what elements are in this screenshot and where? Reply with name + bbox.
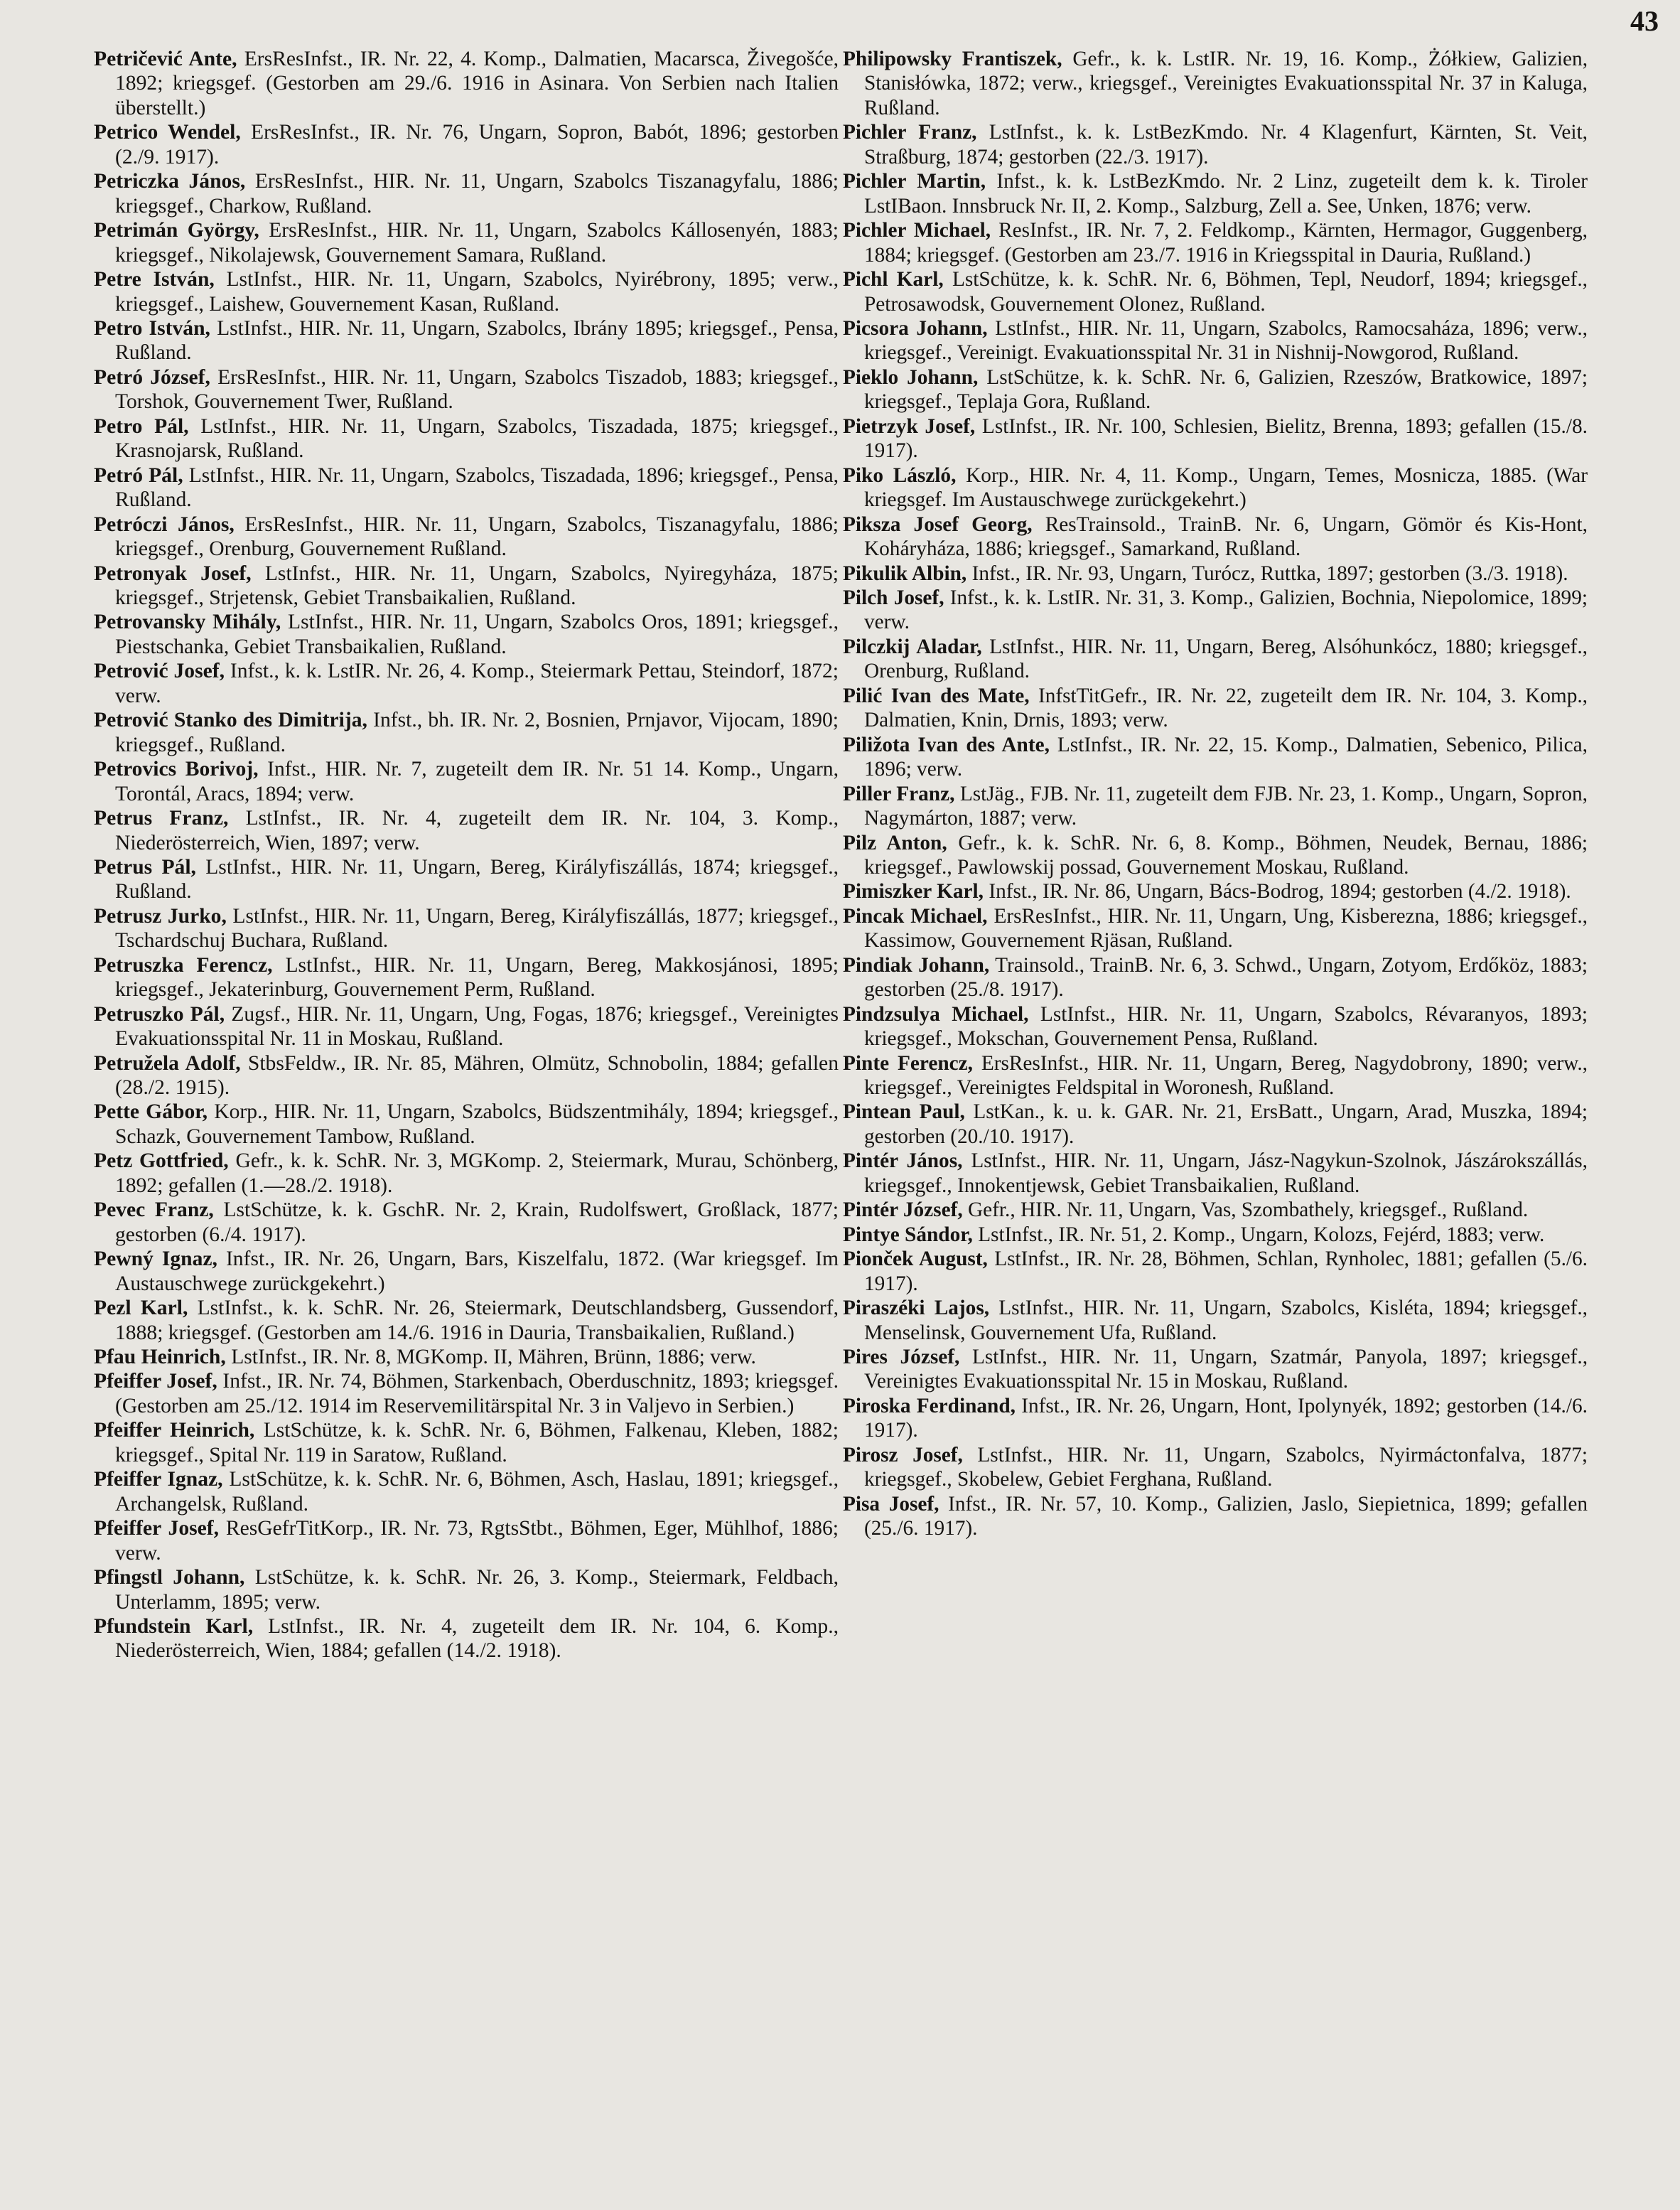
entry-text: LstInfst., HIR. Nr. 11, Ungarn, Szatmár, Panyola, 1897; kriegsgef., Vereinigtes Evakuationsspital Nr. 15 in Moskau, Rußland. xyxy=(864,1346,1588,1393)
list-item xyxy=(843,169,1588,218)
entry-name: Pette Gábor, xyxy=(94,1100,208,1124)
list-item xyxy=(94,904,839,953)
entry-name: Pfundstein Karl, xyxy=(94,1615,254,1638)
entry-text: ErsResInfst., IR. Nr. 76, Ungarn, Sopron, Babót, 1896; gestorben (2./9. 1917). xyxy=(115,121,839,168)
list-item xyxy=(94,463,839,513)
entry-text: Trainsold., TrainB. Nr. 6, 3. Schwd., Ungarn, Zotyom, Erdőköz, 1883; gestorben (25./8. 1917). xyxy=(864,953,1588,1002)
entry-text: Gefr., k. k. LstIR. Nr. 19, 16. Komp., Żółkiew, Galizien, Stanisłówka, 1872; verw., kriegsgef., Vereinigtes Evakuationsspital Nr. 37 in Kaluga, Rußland. xyxy=(864,48,1588,119)
entry-text: LstInfst., IR. Nr. 100, Schlesien, Bielitz, Brenna, 1893; gefallen (15./8. 1917). xyxy=(864,414,1588,463)
entry-text: Infst., k. k. LstIR. Nr. 26, 4. Komp., Steiermark Pettau, Steindorf, 1872; verw. xyxy=(115,660,839,707)
entry-name: Piller Franz, xyxy=(843,782,955,805)
entry-name: Petrovics Borivoj, xyxy=(94,758,259,781)
list-item xyxy=(94,1247,839,1296)
list-item xyxy=(94,1614,839,1663)
list-item xyxy=(843,733,1588,782)
list-item xyxy=(94,1100,839,1149)
list-item xyxy=(94,1198,839,1247)
entry-text: Infst., IR. Nr. 74, Böhmen, Starkenbach, Oberduschnitz, 1893; kriegsgef. (Gestorben am 25./12. 1914 im Reservemilitärspital Nr. 3 in Valjevo in Serbien.) xyxy=(115,1370,839,1417)
list-item xyxy=(843,953,1588,1002)
entry-name: Petro István, xyxy=(94,316,210,340)
entry-name: Petruszka Ferencz, xyxy=(94,953,273,977)
list-item xyxy=(94,806,839,855)
entry-text: Infst., bh. IR. Nr. 2, Bosnien, Prnjavor, Vijocam, 1890; kriegsgef., Rußland. xyxy=(115,709,839,756)
entry-text: ErsResInfst., HIR. Nr. 11, Ungarn, Szabolcs Tiszanagyfalu, 1886; kriegsgef., Charkow, Rußland. xyxy=(115,170,839,218)
entry-text: InfstTitGefr., IR. Nr. 22, zugeteilt dem IR. Nr. 104, 3. Komp., Dalmatien, Knin, Drnis, 1893; verw. xyxy=(864,684,1588,732)
entry-name: Pionček August, xyxy=(843,1248,988,1271)
page-number: 43 xyxy=(1630,5,1659,37)
entry-text: Gefr., k. k. SchR. Nr. 6, 8. Komp., Böhmen, Neudek, Bernau, 1886; kriegsgef., Pawlowskij possad, Gouvernement Moskau, Rußland. xyxy=(864,831,1588,879)
list-item xyxy=(843,47,1588,120)
entry-name: Petró Pál, xyxy=(94,463,183,487)
entry-text: Infst., IR. Nr. 57, 10. Komp., Galizien, Jaslo, Siepietnica, 1899; gefallen (25./6. 1917). xyxy=(864,1492,1588,1540)
list-item xyxy=(94,120,839,169)
entry-name: Piroska Ferdinand, xyxy=(843,1394,1016,1417)
entry-name: Pewný Ignaz, xyxy=(94,1248,217,1271)
entry-text: LstInfst., HIR. Nr. 11, Ungarn, Szabolcs, Ibrány 1895; kriegsgef., Pensa, Rußland. xyxy=(115,316,839,365)
entry-text: Infst., IR. Nr. 26, Ungarn, Hont, Ipolynyék, 1892; gestorben (14./6. 1917). xyxy=(864,1394,1588,1442)
entry-text: LstInfst., HIR. Nr. 11, Ungarn, Szabolcs, Nyirmáctonfalva, 1877; kriegsgef., Skobelew, Gebiet Ferghana, Rußland. xyxy=(864,1443,1588,1491)
entry-name: Pindzsulya Michael, xyxy=(843,1002,1029,1026)
entry-text: LstInfst., IR. Nr. 8, MGKomp. II, Mähren, Brünn, 1886; verw. xyxy=(231,1346,756,1369)
entry-text: LstInfst., IR. Nr. 4, zugeteilt dem IR. Nr. 104, 6. Komp., Niederösterreich, Wien, 1884; gefallen (14./2. 1918). xyxy=(115,1615,839,1663)
entry-text: LstInfst., HIR. Nr. 11, Ungarn, Jász-Nagykun-Szolnok, Jászárokszállás, kriegsgef., Innokentjewsk, Gebiet Transbaikalien, Rußland. xyxy=(864,1149,1588,1197)
list-item xyxy=(843,1296,1588,1345)
entry-name: Petrusz Jurko, xyxy=(94,904,227,928)
list-item xyxy=(843,904,1588,953)
entry-name: Philipowsky Frantiszek, xyxy=(843,48,1062,70)
entry-name: Pilić Ivan des Mate, xyxy=(843,684,1030,707)
list-item xyxy=(843,1443,1588,1492)
entry-text: LstInfst., IR. Nr. 4, zugeteilt dem IR. Nr. 104, 3. Komp., Niederösterreich, Wien, 1897; verw. xyxy=(115,807,839,854)
entry-text: LstInfst., HIR. Nr. 11, Ungarn, Szabolcs, Nyirébrony, 1895; verw., kriegsgef., Laishew, Gouvernement Kasan, Rußland. xyxy=(115,268,839,316)
entry-name: Petruszko Pál, xyxy=(94,1002,225,1026)
entry-name: Pirosz Josef, xyxy=(843,1443,963,1466)
list-item xyxy=(94,610,839,659)
list-item xyxy=(843,1394,1588,1443)
entry-text: Infst., IR. Nr. 26, Ungarn, Bars, Kiszelfalu, 1872. (War kriegsgef. Im Austauschwege zurückgekehrt.) xyxy=(115,1248,839,1295)
list-item xyxy=(94,1345,839,1369)
list-item xyxy=(94,47,839,120)
entry-text: LstInfst., k. k. SchR. Nr. 26, Steiermark, Deutschlandsberg, Gussendorf, 1888; kriegsgef. (Gestorben am 14./6. 1916 in Dauria, Transbaikalien, Rußland.) xyxy=(115,1297,839,1344)
entry-name: Pintean Paul, xyxy=(843,1100,965,1124)
entry-name: Pincak Michael, xyxy=(843,904,988,928)
list-item xyxy=(94,953,839,1002)
entry-text: ResTrainsold., TrainB. Nr. 6, Ungarn, Gömör és Kis-Hont, Koháryháza, 1886; kriegsgef., Samarkand, Rußland. xyxy=(864,513,1588,561)
entry-name: Pfau Heinrich, xyxy=(94,1346,226,1369)
entry-text: LstSchütze, k. k. SchR. Nr. 26, 3. Komp., Steiermark, Feldbach, Unterlamm, 1895; verw. xyxy=(115,1566,839,1614)
list-item xyxy=(94,562,839,611)
entry-name: Pfeiffer Ignaz, xyxy=(94,1468,223,1491)
entry-text: LstInfst., IR. Nr. 51, 2. Komp., Ungarn, Kolozs, Fejérd, 1883; verw. xyxy=(978,1223,1545,1246)
entry-name: Pikulik Albin, xyxy=(843,562,967,585)
entry-name: Pichler Martin, xyxy=(843,170,986,193)
entry-name: Petro Pál, xyxy=(94,414,189,438)
list-item xyxy=(94,855,839,904)
entry-text: LstInfst., k. k. LstBezKmdo. Nr. 4 Klagenfurt, Kärnten, St. Veit, Straßburg, 1874; gestorben (22./3. 1917). xyxy=(864,121,1588,168)
entry-name: Pisa Josef, xyxy=(843,1492,939,1516)
entry-name: Pichl Karl, xyxy=(843,268,944,291)
entry-text: LstSchütze, k. k. SchR. Nr. 6, Böhmen, Asch, Haslau, 1891; kriegsgef., Archangelsk, Rußland. xyxy=(115,1468,839,1516)
list-item xyxy=(94,513,839,562)
entry-name: Pfeiffer Josef, xyxy=(94,1370,217,1393)
entry-text: ResInfst., IR. Nr. 7, 2. Feldkomp., Kärnten, Hermagor, Guggenberg, 1884; kriegsgef. (Gestorben am 23./7. 1916 in Kriegsspital in Dauria, Rußland.) xyxy=(864,219,1588,267)
list-item xyxy=(843,1002,1588,1051)
entry-text: Infst., k. k. LstBezKmdo. Nr. 2 Linz, zugeteilt dem k. k. Tiroler LstIBaon. Innsbruck Nr. II, 2. Komp., Salzburg, Zell a. See, Unken, 1876; verw. xyxy=(864,170,1588,218)
entry-text: ErsResInfst., IR. Nr. 22, 4. Komp., Dalmatien, Macarsca, Živegošće, 1892; kriegsgef. (Gestorben am 29./6. 1916 in Asinara. Von Serbien nach Italien überstellt.) xyxy=(115,48,839,119)
entry-text: ResGefrTitKorp., IR. Nr. 73, RgtsStbt., Böhmen, Eger, Mühlhof, 1886; verw. xyxy=(115,1517,839,1565)
entry-text: ErsResInfst., HIR. Nr. 11, Ungarn, Szabolcs, Tiszanagyfalu, 1886; kriegsgef., Orenburg, Gouvernement Rußland. xyxy=(115,513,839,561)
entry-name: Piraszéki Lajos, xyxy=(843,1297,990,1320)
list-item xyxy=(843,831,1588,880)
list-item xyxy=(843,1345,1588,1394)
entry-name: Piko László, xyxy=(843,463,957,487)
list-item xyxy=(94,1149,839,1198)
entry-name: Pires József, xyxy=(843,1346,960,1369)
entry-name: Picsora Johann, xyxy=(843,316,988,340)
entry-name: Petrus Franz, xyxy=(94,807,229,830)
list-item xyxy=(843,513,1588,562)
list-item xyxy=(94,316,839,365)
list-item xyxy=(843,365,1588,414)
list-item xyxy=(843,879,1588,903)
entry-text: Gefr., k. k. SchR. Nr. 3, MGKomp. 2, Steiermark, Murau, Schönberg, 1892; gefallen (1.—28./2. 1918). xyxy=(115,1149,839,1197)
list-item xyxy=(843,586,1588,635)
list-item xyxy=(94,659,839,708)
entry-name: Petre István, xyxy=(94,268,215,291)
list-item xyxy=(94,414,839,463)
entry-name: Pfingstl Johann, xyxy=(94,1566,245,1589)
entry-text: Infst., k. k. LstIR. Nr. 31, 3. Komp., Galizien, Bochnia, Niepolomice, 1899; verw. xyxy=(864,586,1588,634)
entry-name: Pietrzyk Josef, xyxy=(843,414,976,438)
entry-name: Pindiak Johann, xyxy=(843,953,990,977)
list-item xyxy=(843,316,1588,365)
entry-name: Pezl Karl, xyxy=(94,1297,188,1320)
entry-name: Pilczkij Aladar, xyxy=(843,635,982,658)
entry-name: Pfeiffer Heinrich, xyxy=(94,1419,255,1442)
entry-text: LstInfst., HIR. Nr. 11, Ungarn, Szabolcs, Nyiregyháza, 1875; kriegsgef., Strjetensk, Gebiet Transbaikalien, Rußland. xyxy=(115,562,839,609)
entry-text: Zugsf., HIR. Nr. 11, Ungarn, Ung, Fogas, 1876; kriegsgef., Vereinigtes Evakuationsspital Nr. 11 in Moskau, Rußland. xyxy=(115,1002,839,1051)
list-item xyxy=(94,169,839,218)
entry-name: Petrović Stanko des Dimitrija, xyxy=(94,709,367,732)
list-item xyxy=(94,1002,839,1051)
entry-text: Infst., HIR. Nr. 7, zugeteilt dem IR. Nr. 51 14. Komp., Ungarn, Torontál, Aracs, 1894; verw. xyxy=(115,758,839,805)
list-item xyxy=(94,1296,839,1345)
list-item xyxy=(94,365,839,414)
entry-text: LstInfst., HIR. Nr. 11, Ungarn, Szabolcs, Kisléta, 1894; kriegsgef., Menselinsk, Gouvernement Ufa, Rußland. xyxy=(864,1297,1588,1344)
entry-text: LstSchütze, k. k. SchR. Nr. 6, Galizien, Rzeszów, Bratkowice, 1897; kriegsgef., Teplaja Gora, Rußland. xyxy=(864,365,1588,414)
list-item xyxy=(94,1565,839,1614)
entry-text: ErsResInfst., HIR. Nr. 11, Ungarn, Szabolcs Tiszadob, 1883; kriegsgef., Torshok, Gouvernement Twer, Rußland. xyxy=(115,365,839,414)
entry-text: LstSchütze, k. k. SchR. Nr. 6, Böhmen, Tepl, Neudorf, 1894; kriegsgef., Petrosawodsk, Gouvernement Olonez, Rußland. xyxy=(864,268,1588,316)
list-item xyxy=(843,562,1588,586)
entry-text: LstInfst., HIR. Nr. 11, Ungarn, Szabolcs, Ramocsaháza, 1896; verw., kriegsgef., Vereinigt. Evakuationsspital Nr. 31 in Nishnij-Nowgorod, Rußland. xyxy=(864,316,1588,365)
entry-text: Infst., IR. Nr. 93, Ungarn, Turócz, Ruttka, 1897; gestorben (3./3. 1918). xyxy=(971,562,1568,585)
entry-name: Petričević Ante, xyxy=(94,48,237,70)
entry-name: Petružela Adolf, xyxy=(94,1051,241,1075)
entry-name: Petrovansky Mihály, xyxy=(94,611,281,634)
entry-text: ErsResInfst., HIR. Nr. 11, Ungarn, Ung, Kisberezna, 1886; kriegsgef., Kassimow, Gouvernement Rjäsan, Rußland. xyxy=(864,904,1588,953)
entry-text: LstInfst., HIR. Nr. 11, Ungarn, Bereg, Királyfiszállás, 1877; kriegsgef., Tschardschuj Buchara, Rußland. xyxy=(115,904,839,953)
list-item xyxy=(94,1051,839,1100)
entry-name: Pintye Sándor, xyxy=(843,1223,973,1246)
list-item xyxy=(843,1100,1588,1149)
entry-text: ErsResInfst., HIR. Nr. 11, Ungarn, Szabolcs Kállosenyén, 1883; kriegsgef., Nikolajewsk, Gouvernement Samara, Rußland. xyxy=(115,219,839,267)
entry-text: LstInfst., HIR. Nr. 11, Ungarn, Szabolcs Oros, 1891; kriegsgef., Piestschanka, Gebiet Transbaikalien, Rußland. xyxy=(115,611,839,658)
entry-name: Petróczi János, xyxy=(94,513,235,536)
list-item xyxy=(843,782,1588,831)
entry-name: Petrović Josef, xyxy=(94,660,225,683)
entry-text: LstSchütze, k. k. GschR. Nr. 2, Krain, Rudolfswert, Großlack, 1877; gestorben (6./4. 1917). xyxy=(115,1198,839,1246)
entry-text: LstInfst., HIR. Nr. 11, Ungarn, Bereg, Királyfiszállás, 1874; kriegsgef., Rußland. xyxy=(115,855,839,903)
list-item xyxy=(94,1369,839,1418)
entry-text: LstInfst., HIR. Nr. 11, Ungarn, Szabolcs, Tiszadada, 1896; kriegsgef., Pensa, Rußland. xyxy=(115,463,839,512)
list-item xyxy=(843,1051,1588,1100)
list-item xyxy=(94,1516,839,1565)
list-item xyxy=(94,1467,839,1516)
entry-name: Pintér József, xyxy=(843,1198,963,1222)
entry-text: LstInfst., HIR. Nr. 11, Ungarn, Bereg, Alsóhunkócz, 1880; kriegsgef., Orenburg, Rußland. xyxy=(864,635,1588,683)
entry-name: Petrimán György, xyxy=(94,219,259,242)
entry-name: Petró József, xyxy=(94,365,210,389)
entry-name: Pieklo Johann, xyxy=(843,365,979,389)
entry-name: Pilch Josef, xyxy=(843,586,944,609)
entry-text: LstKan., k. u. k. GAR. Nr. 21, ErsBatt., Ungarn, Arad, Muszka, 1894; gestorben (20./10. 1917). xyxy=(864,1100,1588,1148)
entry-name: Pichler Franz, xyxy=(843,121,977,144)
entry-name: Pilz Anton, xyxy=(843,831,947,854)
list-item xyxy=(843,1149,1588,1198)
list-item xyxy=(843,1492,1588,1541)
list-item xyxy=(94,1418,839,1467)
entry-name: Pichler Michael, xyxy=(843,219,991,242)
entry-text: StbsFeldw., IR. Nr. 85, Mähren, Olmütz, Schnobolin, 1884; gefallen (28./2. 1915). xyxy=(115,1051,839,1100)
list-item xyxy=(94,708,839,757)
entry-text: LstInfst., IR. Nr. 22, 15. Komp., Dalmatien, Sebenico, Pilica, 1896; verw. xyxy=(864,733,1588,781)
entry-name: Petronyak Josef, xyxy=(94,562,252,585)
list-item xyxy=(94,757,839,806)
entry-name: Petz Gottfried, xyxy=(94,1149,229,1173)
entry-name: Pinte Ferencz, xyxy=(843,1051,973,1075)
entry-text: LstInfst., HIR. Nr. 11, Ungarn, Szabolcs, Tiszadada, 1875; kriegsgef., Krasnojarsk, Rußland. xyxy=(115,414,839,463)
entry-text: LstInfst., IR. Nr. 28, Böhmen, Schlan, Rynholec, 1881; gefallen (5./6. 1917). xyxy=(864,1248,1588,1295)
list-item xyxy=(94,218,839,267)
list-item xyxy=(843,414,1588,463)
entry-name: Pimiszker Karl, xyxy=(843,880,984,903)
entry-name: Pintér János, xyxy=(843,1149,963,1173)
entry-name: Petriczka János, xyxy=(94,170,246,193)
right-column xyxy=(843,47,1588,1541)
entry-text: ErsResInfst., HIR. Nr. 11, Ungarn, Bereg, Nagydobrony, 1890; verw., kriegsgef., Vereinigtes Feldspital in Woronesh, Rußland. xyxy=(864,1051,1588,1100)
list-item xyxy=(843,218,1588,267)
list-item xyxy=(843,267,1588,316)
entry-name: Petrico Wendel, xyxy=(94,121,241,144)
entry-text: LstJäg., FJB. Nr. 11, zugeteilt dem FJB. Nr. 23, 1. Komp., Ungarn, Sopron, Nagymárton, 1887; verw. xyxy=(864,782,1588,830)
list-item xyxy=(94,267,839,316)
entry-text: Infst., IR. Nr. 86, Ungarn, Bács-Bodrog, 1894; gestorben (4./2. 1918). xyxy=(989,880,1571,903)
list-item xyxy=(843,1223,1588,1247)
entry-text: LstInfst., HIR. Nr. 11, Ungarn, Szabolcs, Révaranyos, 1893; kriegsgef., Mokschan, Gouvernement Pensa, Rußland. xyxy=(864,1002,1588,1051)
entry-text: LstSchütze, k. k. SchR. Nr. 6, Böhmen, Falkenau, Kleben, 1882; kriegsgef., Spital Nr. 119 in Saratow, Rußland. xyxy=(115,1419,839,1466)
entry-name: Pevec Franz, xyxy=(94,1198,214,1222)
entry-name: Pfeiffer Josef, xyxy=(94,1517,220,1540)
list-item xyxy=(843,635,1588,684)
entry-name: Piksza Josef Georg, xyxy=(843,513,1033,536)
list-item xyxy=(843,120,1588,169)
entry-text: Korp., HIR. Nr. 4, 11. Komp., Ungarn, Temes, Mosnicza, 1885. (War kriegsgef. Im Austauschwege zurückgekehrt.) xyxy=(864,463,1588,512)
entry-text: LstInfst., HIR. Nr. 11, Ungarn, Bereg, Makkosjánosi, 1895; kriegsgef., Jekaterinburg, Gouvernement Perm, Rußland. xyxy=(115,953,839,1002)
entry-name: Petrus Pál, xyxy=(94,855,196,879)
list-item xyxy=(843,1247,1588,1296)
list-item xyxy=(843,684,1588,733)
left-column xyxy=(94,47,839,1663)
list-item xyxy=(843,463,1588,513)
entry-name: Piližota Ivan des Ante, xyxy=(843,733,1050,756)
entry-text: Korp., HIR. Nr. 11, Ungarn, Szabolcs, Büdszentmihály, 1894; kriegsgef., Schazk, Gouvernement Tambow, Rußland. xyxy=(115,1100,839,1148)
entry-text: Gefr., HIR. Nr. 11, Ungarn, Vas, Szombathely, kriegsgef., Rußland. xyxy=(968,1198,1529,1222)
list-item xyxy=(843,1198,1588,1222)
